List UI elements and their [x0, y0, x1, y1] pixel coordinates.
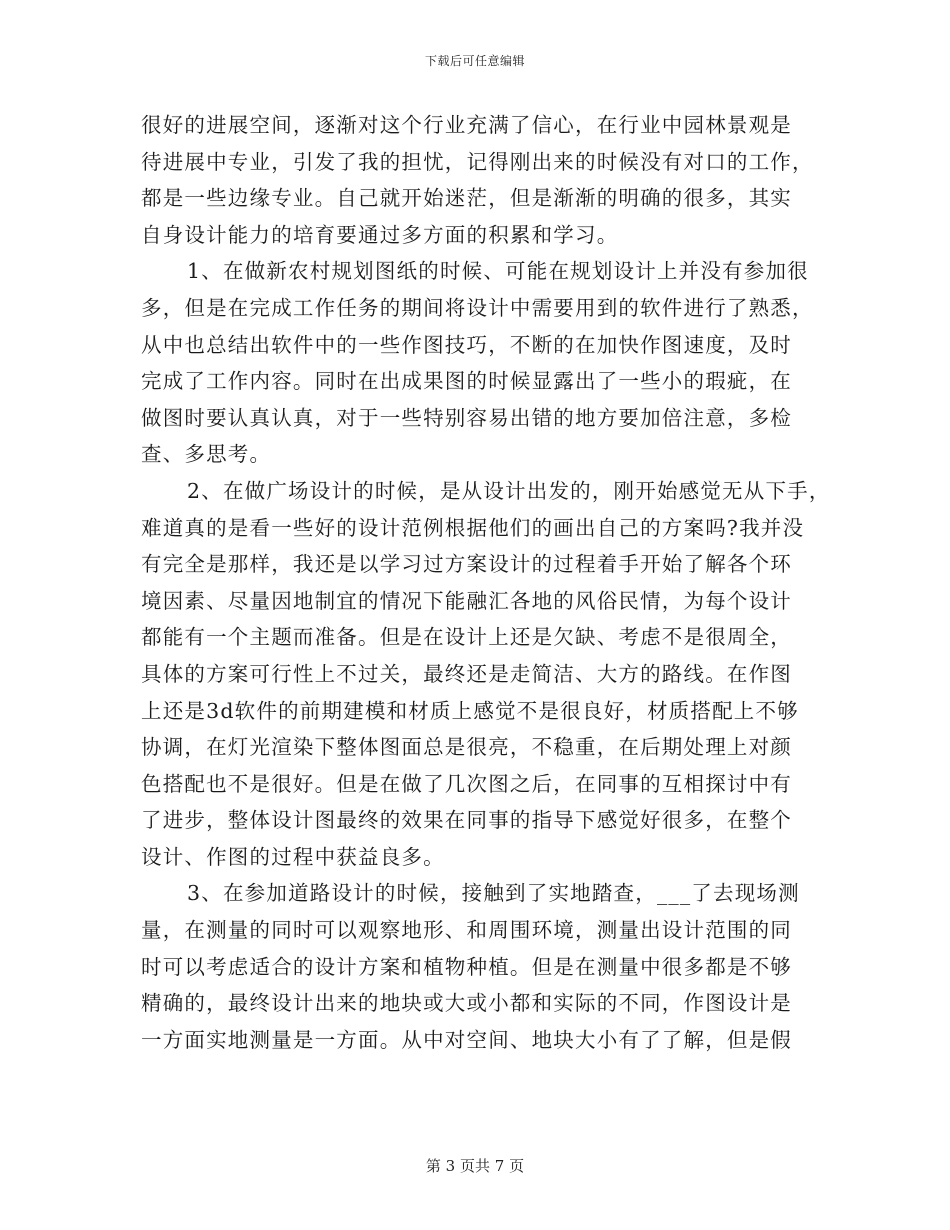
text-line: 时可以考虑适合的设计方案和植物种植。但是在测量中很多都是不够	[141, 954, 792, 979]
text-line: 上还是3d软件的前期建模和材质上感觉不是很良好，材质搭配上不够	[141, 698, 799, 723]
page-number: 第 3 页共 7 页	[425, 1157, 525, 1175]
text-line: 查、多思考。	[141, 442, 272, 467]
text-line: 量，在测量的同时可以观察地形、和周围环境，测量出设计范围的同	[141, 918, 792, 943]
page-header-note: 下载后可任意编辑	[424, 54, 525, 68]
text-line: 做图时要认真认真，对于一些特别容易出错的地方要加倍注意，多检	[141, 405, 792, 430]
text-line: 2、在做广场设计的时候，是从设计出发的，刚开始感觉无从下手，	[187, 478, 831, 503]
text-line: 很好的进展空间，逐渐对这个行业充满了信心，在行业中园林景观是	[141, 113, 792, 137]
text-line: 设计、作图的过程中获益良多。	[141, 844, 445, 869]
text-line: 具体的方案可行性上不过关，最终还是走简洁、大方的路线。在作图	[141, 661, 792, 686]
text-line: 完成了工作内容。同时在出成果图的时候显露出了一些小的瑕疵，在	[141, 369, 792, 394]
text-line: 一方面实地测量是一方面。从中对空间、地块大小有了了解，但是假	[141, 1027, 792, 1052]
text-line: 3、在参加道路设计的时候，接触到了实地踏查，___了去现场测	[187, 881, 800, 906]
text-line: 难道真的是看一些好的设计范例根据他们的画出自己的方案吗?我并没	[141, 515, 805, 540]
document-body	[141, 107, 831, 1058]
text-line: 待进展中专业，引发了我的担忧，记得刚出来的时候没有对口的工作，	[141, 149, 814, 174]
text-line: 自身设计能力的培育要通过多方面的积累和学习。	[141, 222, 619, 247]
text-line: 了进步，整体设计图最终的效果在同事的指导下感觉好很多，在整个	[141, 808, 792, 833]
text-line: 都能有一个主题而准备。但是在设计上还是欠缺、考虑不是很周全，	[141, 625, 792, 650]
text-line: 1、在做新农村规划图纸的时候、可能在规划设计上并没有参加很	[187, 259, 809, 284]
text-line: 多，但是在完成工作任务的期间将设计中需要用到的软件进行了熟悉，	[141, 295, 814, 320]
text-line: 都是一些边缘专业。自己就开始迷茫，但是渐渐的明确的很多，其实	[141, 186, 792, 211]
text-line: 协调，在灯光渲染下整体图面总是很亮，不稳重，在后期处理上对颜	[141, 735, 792, 760]
text-line: 从中也总结出软件中的一些作图技巧，不断的在加快作图速度，及时	[141, 332, 792, 357]
text-line: 色搭配也不是很好。但是在做了几次图之后，在同事的互相探讨中有	[141, 771, 792, 796]
text-line: 精确的，最终设计出来的地块或大或小都和实际的不同，作图设计是	[141, 991, 792, 1016]
text-line: 有完全是那样，我还是以学习过方案设计的过程着手开始了解各个环	[141, 552, 792, 577]
text-line: 境因素、尽量因地制宜的情况下能融汇各地的风俗民情，为每个设计	[141, 588, 792, 613]
